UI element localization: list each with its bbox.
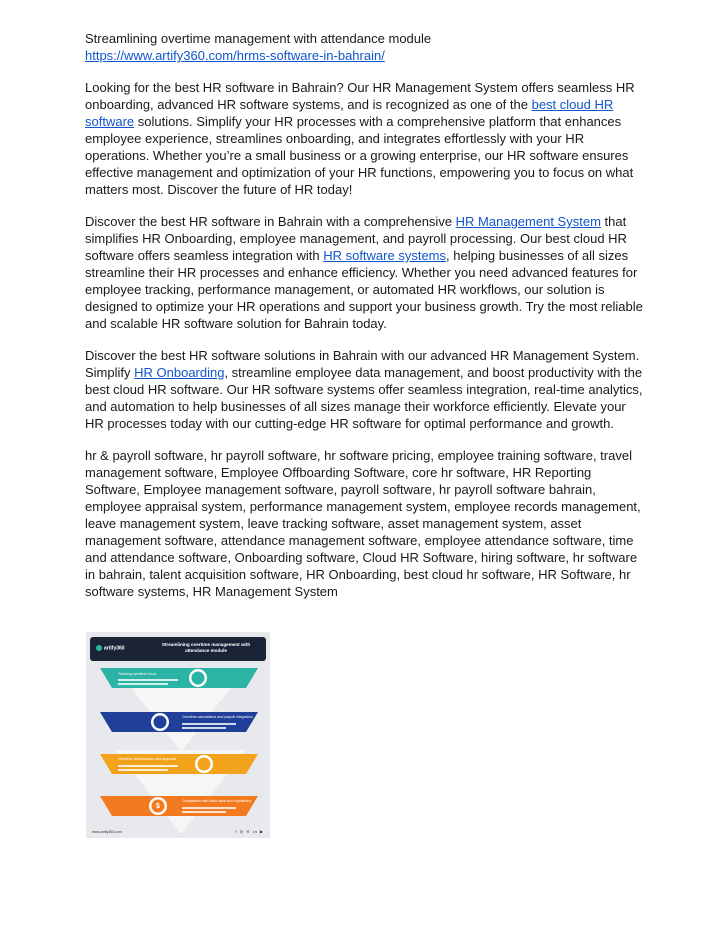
source-url-link[interactable]: https://www.artify360.com/hrms-software-in-bahrain/	[85, 48, 385, 63]
paragraph-1-text-a: Looking for the best HR software in Bahrain? Our HR Management System offers seamless HR onboarding, advanced HR software systems, and is recognized as one of the	[85, 80, 635, 112]
hr-management-system-link[interactable]: HR Management System	[455, 214, 601, 229]
artify360-logo: artify360	[96, 645, 125, 651]
best-cloud-hr-software-link[interactable]: best cloud HR software	[85, 97, 614, 129]
paragraph-3-text-b: , streamline employee data management, and boost productivity with the best cloud HR software. Our HR software systems offer seamless integration, real-time analytics, and automation to help businesses of all sizes manage their workforce efficiently. Elevate your HR processes today with our cutting-edge HR software for optimal performance and growth.	[85, 365, 643, 431]
paragraph-1-text-b: solutions. Simplify your HR processes with a comprehensive platform that enhances employee experience, streamlines onboarding, and integrates effortlessly with your HR operations. Whether you’re a small business or a growing enterprise, our HR software ensures effective management and optimization of your HR functions, empowering you to focus on what matters most. Discover the future of HR today!	[85, 114, 634, 197]
item-3-label: Overtime authorization and approval	[118, 757, 176, 761]
infographic-image	[86, 632, 270, 838]
document-page	[85, 30, 645, 615]
paragraph-2-text-b: that simplifies HR Onboarding, employee management, and payroll processing. Our best cloud HR software offers seamless integration with	[85, 214, 627, 263]
paragraph-3	[85, 347, 645, 432]
paragraph-2	[85, 213, 645, 332]
infographic-header	[90, 637, 266, 661]
hr-onboarding-link[interactable]: HR Onboarding	[134, 365, 225, 380]
infographic-footer: www.artify360.com	[92, 830, 123, 834]
item-1-label: Tracking overtime hours	[118, 672, 157, 676]
hr-software-systems-link[interactable]: HR software systems	[323, 248, 447, 263]
dollar-icon: $	[156, 803, 160, 810]
paragraph-2-text-a: Discover the best HR software in Bahrain with a comprehensive	[85, 214, 456, 229]
infographic-title: Streamlining overtime management with attendance module	[161, 642, 251, 653]
keywords-paragraph: hr & payroll software, hr payroll software, hr software pricing, employee training software, travel management software, Employee Offboarding Software, core hr software, HR Reporting Software, Employee management software, payroll software, hr payroll software bahrain, employee appraisal system, performance management system, employee records management, leave management system, leave tracking software, asset management system, asset management software, attendance management software, employee attendance software, time and attendance software, Onboarding software, Cloud HR Software, hiring software, hr software in bahrain, talent acquisition software, HR Onboarding, best cloud hr software, HR Software, hr software systems, HR Management System	[85, 448, 641, 599]
paragraph-3-text-a: Discover the best HR software solutions in Bahrain with our advanced HR Management System. Simplify	[85, 348, 640, 380]
paragraph-2-text-c: , helping businesses of all sizes streamline their HR processes and enhance efficiency. Whether you need advanced features for employee tracking, performance management, or automated HR workflows, our solution is designed to optimize your HR operations and support your business growth. Try the most reliable and scalable HR software solution for Bahrain today.	[85, 248, 643, 331]
document-title: Streamlining overtime management with attendance module	[85, 31, 432, 46]
item-4-label: Compliance with labor laws and regulations	[182, 799, 252, 803]
infographic-graphic	[86, 632, 270, 838]
paragraph-1	[85, 79, 645, 198]
item-2-label: Overtime calculations and payroll integration	[182, 715, 253, 719]
social-icons: f ◎ ✕ in ▶	[235, 829, 264, 834]
